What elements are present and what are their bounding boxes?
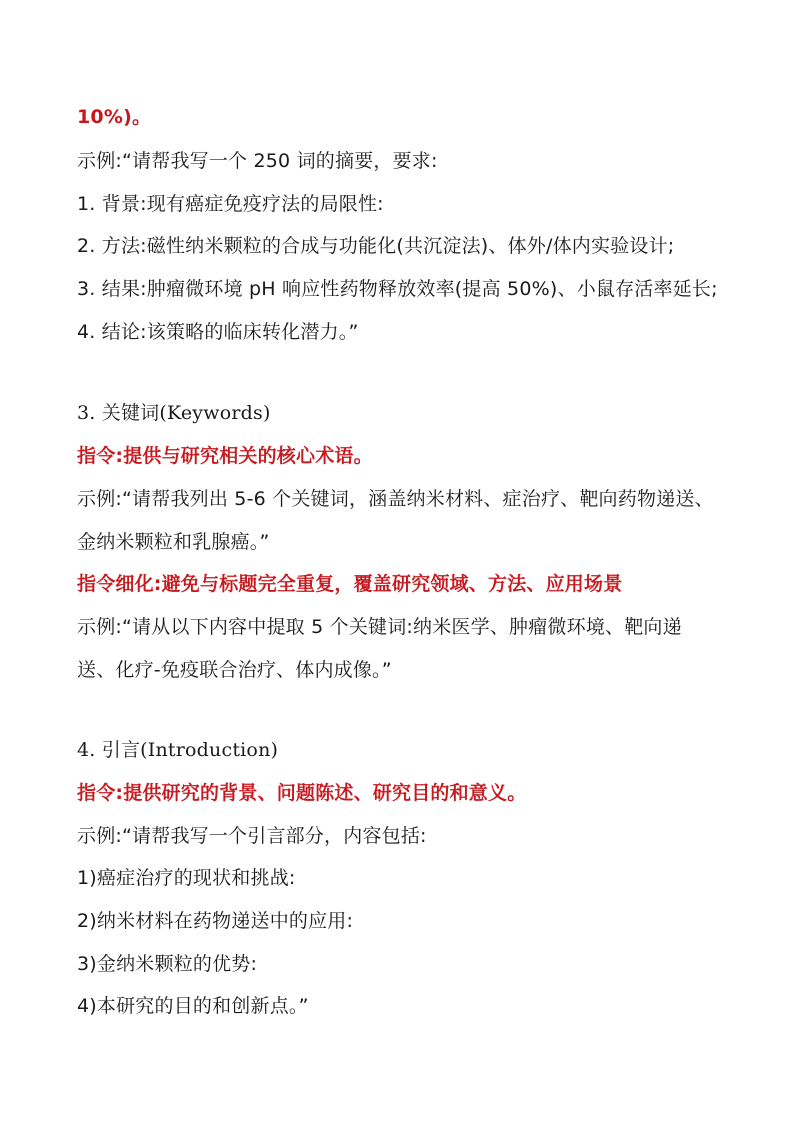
introduction-item-2: 2)纳米材料在药物递送中的应用:: [77, 910, 354, 932]
abstract-item-conclusion: 4. 结论:该策略的临床转化潜力。”: [77, 321, 359, 343]
introduction-item-3: 3)金纳米颗粒的优势:: [77, 953, 258, 975]
introduction-instruction: 指令:提供研究的背景、问题陈述、研究目的和意义。: [77, 782, 527, 804]
keywords-refined-instruction: 指令细化:避免与标题完全重复，覆盖研究领域、方法、应用场景: [77, 573, 623, 595]
keywords-refined-example-line-1: 示例:“请从以下内容中提取 5 个关键词:纳米医学、肿瘤微环境、靶向递: [77, 616, 682, 638]
abstract-item-method: 2. 方法:磁性纳米颗粒的合成与功能化(共沉淀法)、体外/体内实验设计;: [77, 235, 675, 257]
abstract-item-result: 3. 结果:肿瘤微环境 pH 响应性药物释放效率(提高 50%)、小鼠存活率延长;: [77, 278, 718, 300]
keywords-instruction: 指令:提供与研究相关的核心术语。: [77, 445, 373, 467]
abstract-item-background: 1. 背景:现有癌症免疫疗法的局限性:: [77, 193, 384, 215]
abstract-example-intro: 示例:“请帮我写一个 250 词的摘要，要求:: [77, 150, 438, 172]
introduction-example: 示例:“请帮我写一个引言部分，内容包括:: [77, 825, 427, 847]
keywords-refined-example-line-2: 送、化疗-免疫联合治疗、体内成像。”: [77, 659, 392, 681]
keywords-example-line-1: 示例:“请帮我列出 5-6 个关键词，涵盖纳米材料、症治疗、靶向药物递送、: [77, 488, 714, 510]
keywords-heading: 3. 关键词(Keywords): [77, 402, 271, 424]
introduction-heading: 4. 引言(Introduction): [77, 739, 279, 761]
keywords-example-line-2: 金纳米颗粒和乳腺癌。”: [77, 531, 270, 553]
introduction-item-1: 1)癌症治疗的现状和挑战:: [77, 867, 296, 889]
continuation-text: 10%)。: [77, 106, 152, 128]
introduction-item-4: 4)本研究的目的和创新点。”: [77, 995, 309, 1017]
